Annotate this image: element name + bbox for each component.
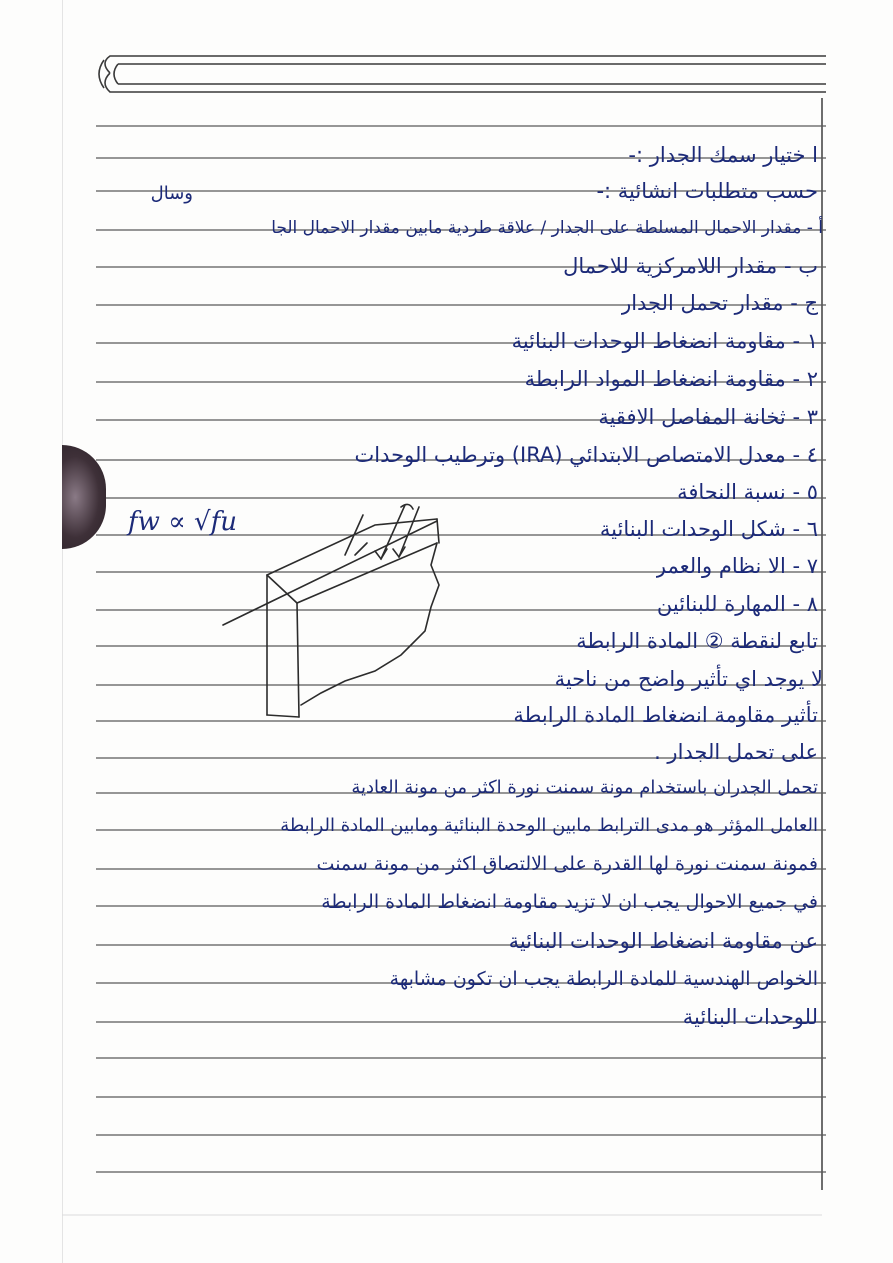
note-line: الخواص الهندسية للمادة الرابطة يجب ان تكون مشابهة — [389, 968, 818, 990]
note-line: ٢ - مقاومة انضغاط المواد الرابطة — [524, 367, 818, 391]
note-line: أ - مقدار الاحمال المسلطة على الجدار / علاقة طردية مابين مقدار الاحمال الجا — [271, 218, 823, 238]
note-line: ١ - مقاومة انضغاط الوحدات البنائية — [511, 329, 818, 353]
note-line: ٤ - معدل الامتصاص الابتدائي (IRA) وترطيب الوحدات — [354, 443, 818, 467]
note-line: ب - مقدار اللامركزية للاحمال — [563, 254, 818, 278]
note-line: عن مقاومة انضغاط الوحدات البنائية — [508, 929, 818, 953]
note-line: ٥ - نسبة النحافة — [677, 480, 818, 504]
note-line: ٨ - المهارة للبنائين — [656, 592, 818, 616]
note-line: ج - مقدار تحمل الجدار — [621, 291, 818, 315]
note-line: ٦ - شكل الوحدات البنائية — [599, 517, 818, 541]
note-line: لا يوجد اي تأثير واضح من ناحية — [554, 667, 823, 691]
note-line: للوحدات البنائية — [682, 1005, 818, 1029]
note-line: تابع لنقطة ② المادة الرابطة — [576, 629, 818, 653]
note-line: على تحمل الجدار . — [654, 740, 818, 764]
note-line: ٧ - الا نظام والعمر — [655, 554, 818, 578]
formula: fw ∝ √fu — [128, 507, 237, 537]
note-line: في جميع الاحوال يجب ان لا تزيد مقاومة انضغاط المادة الرابطة — [321, 891, 818, 913]
note-line: تأثير مقاومة انضغاط المادة الرابطة — [513, 703, 818, 727]
wall-sketch — [205, 495, 445, 725]
margin-note: وسال — [150, 183, 193, 204]
note-line: ٣ - ثخانة المفاصل الافقية — [598, 405, 818, 429]
note-line: ا ختيار سمك الجدار :- — [628, 143, 818, 167]
note-line: حسب متطلبات انشائية :- — [596, 179, 818, 203]
header-ornament — [99, 56, 826, 92]
note-line: العامل المؤثر هو مدى الترابط مابين الوحدة البنائية ومابين المادة الرابطة — [280, 815, 818, 836]
note-line: فمونة سمنت نورة لها القدرة على الالتصاق اكثر من مونة سمنت — [316, 853, 818, 875]
note-line: تحمل الجدران باستخدام مونة سمنت نورة اكثر من مونة العادية — [351, 777, 818, 798]
